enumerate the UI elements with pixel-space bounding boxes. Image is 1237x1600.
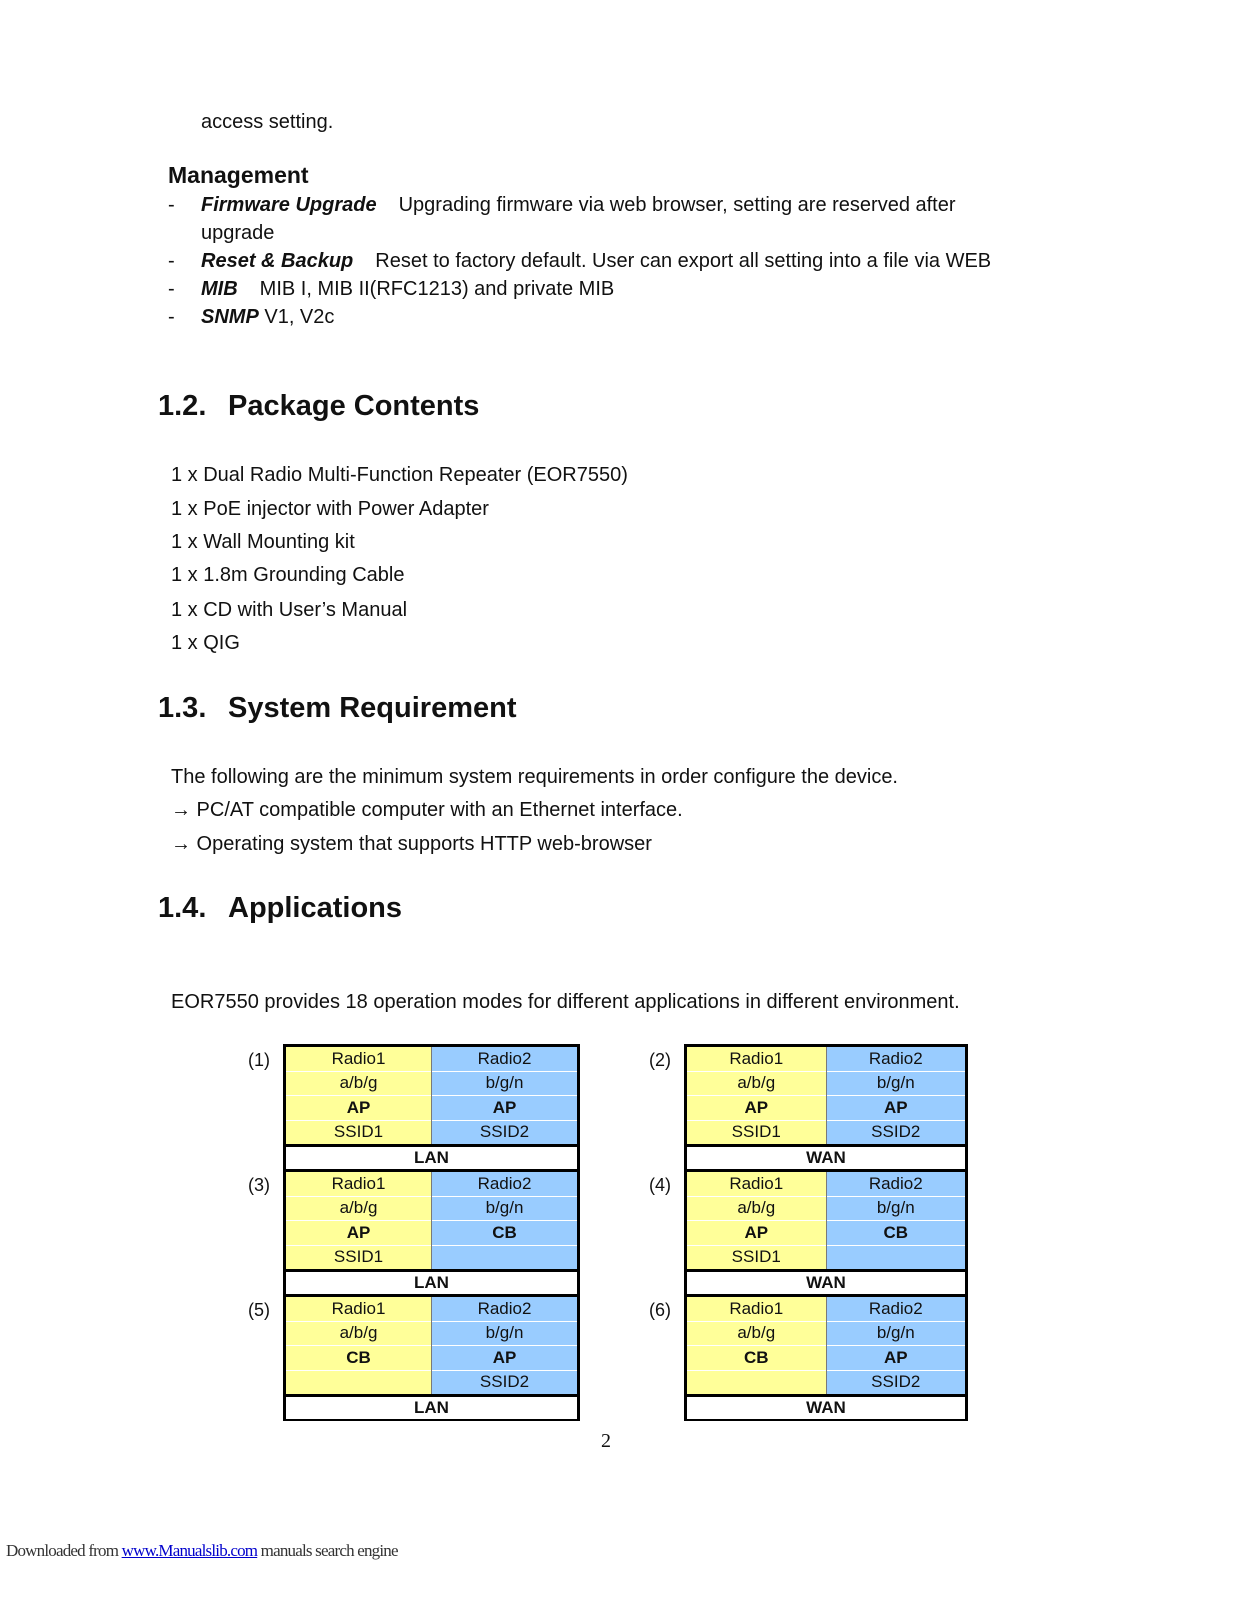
radio-name: Radio1 [286, 1172, 431, 1197]
radio-mode: CB [432, 1221, 577, 1246]
page-number: 2 [601, 1430, 611, 1452]
package-item: 1 x 1.8m Grounding Cable [171, 564, 405, 586]
radio-standard: b/g/n [827, 1322, 966, 1347]
mode-block-6 [687, 1294, 965, 1419]
desc-mib: MIB I, MIB II(RFC1213) and private MIB [259, 278, 615, 300]
radio1-cell [286, 1297, 432, 1394]
applications-number: 1.4. [158, 892, 207, 924]
system-heading [158, 692, 517, 725]
footer-prefix: Downloaded from [6, 1541, 122, 1560]
radio-name: Radio1 [286, 1047, 431, 1072]
management-item-mib: - MIB MIB I, MIB II(RFC1213) and private MIB [168, 278, 615, 300]
mode-block-5 [286, 1294, 577, 1419]
radio-standard: a/b/g [286, 1197, 431, 1222]
radio-mode: AP [687, 1221, 826, 1246]
package-title: Package Contents [228, 390, 480, 422]
package-item: 1 x CD with User’s Manual [171, 599, 408, 621]
operation-modes-diagram-wan [684, 1044, 968, 1421]
radio-ssid [286, 1371, 431, 1395]
radio-standard: a/b/g [687, 1322, 826, 1347]
management-item-snmp: - SNMP V1, V2c [168, 306, 335, 328]
radio-ssid: SSID2 [871, 1122, 921, 1142]
radio-ssid [827, 1246, 966, 1270]
operation-modes-diagram-lan [283, 1044, 580, 1421]
radio1-cell [687, 1047, 827, 1144]
mode-label: (2) [649, 1050, 671, 1070]
radio-name: Radio1 [687, 1172, 826, 1197]
radio-name: Radio1 [286, 1297, 431, 1322]
radio-standard: b/g/n [827, 1072, 966, 1097]
radio-mode: AP [432, 1346, 577, 1371]
network-bar: LAN [286, 1144, 577, 1169]
mode-block-1 [286, 1044, 577, 1169]
management-item-reset: - Reset & Backup Reset to factory default. User can export all setting into a file via WEB [168, 250, 992, 272]
radio-ssid [687, 1371, 826, 1395]
mode-block-4 [687, 1169, 965, 1294]
mode-block-3 [286, 1169, 577, 1294]
radio2-cell [827, 1047, 966, 1144]
desc-snmp: V1, V2c [264, 306, 335, 328]
package-item: 1 x Wall Mounting kit [171, 531, 355, 553]
network-bar: LAN [286, 1394, 577, 1419]
radio-name: Radio2 [827, 1172, 966, 1197]
radio-standard: b/g/n [432, 1322, 577, 1347]
radio2-cell [432, 1047, 577, 1144]
applications-title: Applications [228, 892, 403, 924]
radio-standard: a/b/g [286, 1322, 431, 1347]
radio-mode: CB [687, 1346, 826, 1371]
radio-standard: b/g/n [432, 1072, 577, 1097]
radio-standard: a/b/g [687, 1197, 826, 1222]
package-number: 1.2. [158, 390, 207, 422]
mode-label: (6) [649, 1300, 671, 1320]
system-item: → PC/AT compatible computer with an Ethernet interface. [171, 799, 683, 821]
radio1-cell [687, 1297, 827, 1394]
footer-link[interactable]: www.Manualslib.com [121, 1541, 258, 1560]
mode-block-2 [687, 1044, 965, 1169]
applications-heading [158, 892, 402, 925]
radio-standard: a/b/g [286, 1072, 431, 1097]
system-item: → Operating system that supports HTTP web-browser [171, 833, 652, 855]
mode-label: (3) [248, 1175, 270, 1195]
radio-ssid: SSID1 [731, 1247, 781, 1267]
radio-standard: a/b/g [687, 1072, 826, 1097]
radio-mode: CB [827, 1221, 966, 1246]
radio-name: Radio2 [432, 1047, 577, 1072]
package-item: 1 x Dual Radio Multi-Function Repeater (EOR7550) [171, 464, 628, 486]
system-number: 1.3. [158, 692, 207, 724]
radio-ssid: SSID2 [479, 1372, 530, 1392]
radio-mode: AP [687, 1096, 826, 1121]
package-item: 1 x QIG [171, 632, 240, 654]
network-bar: WAN [687, 1269, 965, 1294]
radio-name: Radio1 [687, 1047, 826, 1072]
desc-reset-backup: Reset to factory default. User can export all setting into a file via WEB [375, 250, 992, 272]
radio2-cell [432, 1172, 577, 1269]
footer-suffix: manuals search engine [257, 1541, 398, 1560]
radio-ssid: SSID1 [333, 1122, 384, 1142]
package-item: 1 x PoE injector with Power Adapter [171, 498, 489, 520]
radio-mode: CB [286, 1346, 431, 1371]
radio1-cell [286, 1047, 432, 1144]
radio-ssid: SSID2 [871, 1372, 921, 1392]
radio-mode: AP [286, 1096, 431, 1121]
radio-ssid: SSID1 [731, 1122, 781, 1142]
mode-label: (5) [248, 1300, 270, 1320]
intro-continuation: access setting. [201, 111, 334, 133]
applications-intro: EOR7550 provides 18 operation modes for different applications in different environment. [171, 991, 960, 1013]
radio-mode: AP [432, 1096, 577, 1121]
mode-label: (1) [248, 1050, 270, 1070]
mode-label: (4) [649, 1175, 671, 1195]
system-title: System Requirement [228, 692, 517, 724]
package-heading [158, 390, 479, 423]
radio-mode: AP [286, 1221, 431, 1246]
network-bar: WAN [687, 1394, 965, 1419]
network-bar: WAN [687, 1144, 965, 1169]
footer [6, 1541, 398, 1561]
management-heading: Management [168, 162, 309, 188]
radio-mode: AP [827, 1346, 966, 1371]
term-mib: MIB [201, 278, 238, 300]
radio2-cell [827, 1172, 966, 1269]
radio-name: Radio2 [827, 1297, 966, 1322]
radio2-cell [432, 1297, 577, 1394]
term-snmp: SNMP [201, 306, 259, 328]
term-firmware-upgrade: Firmware Upgrade [201, 194, 377, 216]
radio-standard: b/g/n [432, 1197, 577, 1222]
system-intro: The following are the minimum system requirements in order configure the device. [171, 766, 898, 788]
radio-name: Radio2 [432, 1297, 577, 1322]
radio-name: Radio2 [827, 1047, 966, 1072]
radio-name: Radio1 [687, 1297, 826, 1322]
desc-firmware-upgrade: Upgrading firmware via web browser, setting are reserved after [398, 194, 956, 216]
management-item-firmware: - Firmware Upgrade Upgrading firmware via web browser, setting are reserved after [168, 194, 956, 216]
desc-firmware-upgrade-cont: upgrade [201, 222, 275, 244]
radio-standard: b/g/n [827, 1197, 966, 1222]
radio-name: Radio2 [432, 1172, 577, 1197]
radio-ssid: SSID1 [333, 1247, 384, 1267]
network-bar: LAN [286, 1269, 577, 1294]
term-reset-backup: Reset & Backup [201, 250, 354, 272]
radio1-cell [286, 1172, 432, 1269]
radio-ssid: SSID2 [479, 1122, 530, 1142]
radio1-cell [687, 1172, 827, 1269]
radio-ssid [432, 1246, 577, 1270]
radio-mode: AP [827, 1096, 966, 1121]
radio2-cell [827, 1297, 966, 1394]
